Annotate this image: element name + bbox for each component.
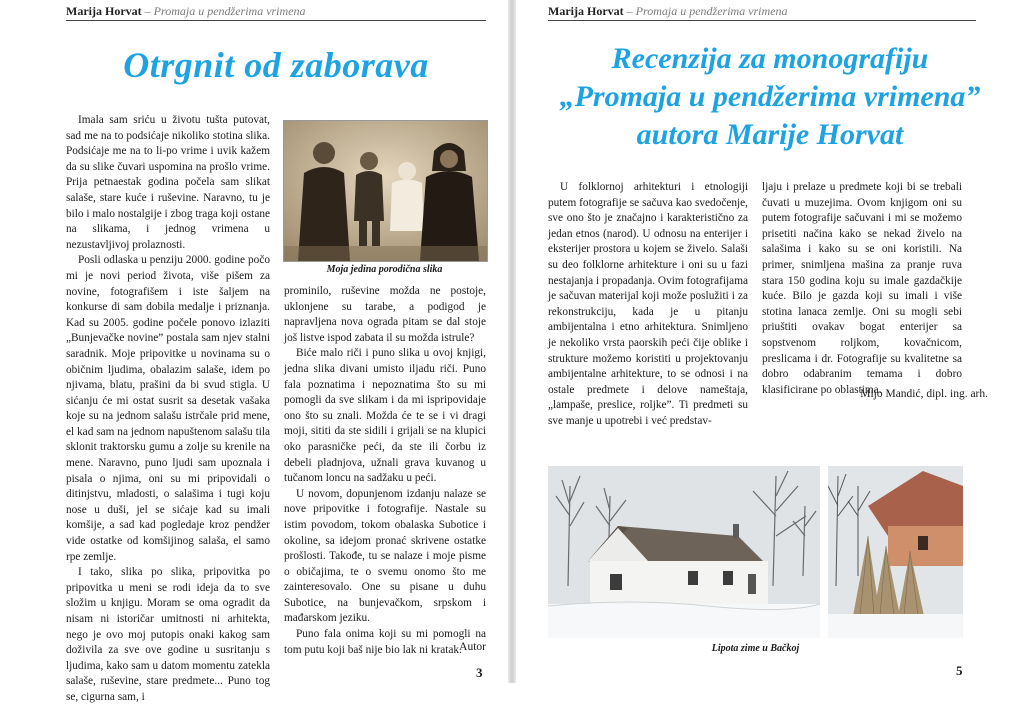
paragraph: Puno fala onima koji su mi pomogli na tom putu koji baš nije bio lak ni kratak. xyxy=(284,628,486,656)
paragraph: Posli odlaska u penziju 2000. godine počo mi je novi period života, više pišem za novine, fotografišem i iste šaljem na konkurse di sam dobila medalje i priznanja. Kad su 2005. godine počele ponovo izlaziti „Bunjevačke novine” postala sam njev stalni saradnik. Moje pripovitke u novinama su o običnim ljudima, obalazim salaše, idem po njivama, blatu, prašini da bi svud stigla. U sićanju će mi ostat susrit sa desetak vašaka koje su na jednom salašu istrčale prid mene, el kad sam na jednom napuštenom salašu tila sklonit traktorsku gumu a zolje su krenile na mene. Naravno, puno ljudi sam upoznala i pisala o njima, oni su mi pripovidali o ditinjstvu, mladosti, o salašima i tugi koju nose u duši, jel se sićaje kad su imali komšije, a sad kad pogledaje kroz pendžer vide ostatke od komšijinog salaša, el samo rpe zemlje. xyxy=(66,254,270,563)
running-head-author: Marija Horvat xyxy=(66,4,142,18)
running-head-right xyxy=(548,4,976,21)
title-line: autora Marije Horvat xyxy=(636,118,904,151)
paragraph: U folklornoj arhitekturi i etnologiji putem fotografije se sačuva kao svedočenje, sve ono što je značajno i karakteristično za jedan etnos (narod). U odnosu na enterijer i eksterijer prostora u kojem se živelo. Salaši su deo folklorne arhitekture i oni su u fazi nestajanja i propadanja. Ovim fotografijama je sačuvan materijal koji može poslužiti i za rekonstrukciju, kada je u pitanju ambijentalna i etno arhitektura. Snimljeno je nekoliko vrsta paorskih peći čije oblike i strukture možemo koristiti u projektovanju ambijentalne arhitekture, to se odnosi i na ostale predmete i delove nameštaja, „lampaše, preslice, roljke”. Ti predmeti su sve manje u upotrebi i već predstav- xyxy=(548,181,748,427)
page-title-left: Otrgnit od zaborava xyxy=(123,45,429,85)
right-column-2 xyxy=(762,180,962,398)
page-number-left: 3 xyxy=(476,665,483,680)
paragraph: prominilo, ruševine možda ne postoje, uklonjene su tarabe, a podigod je napravljena nova ograda pitam se dal stoje još listve ispod zabata il su možda istrule? xyxy=(284,285,486,344)
running-head-book: Promaja u pendžerima vrimena xyxy=(153,4,306,18)
title-line: Recenzija za monografiju xyxy=(611,42,929,75)
running-head-left xyxy=(66,4,486,21)
photo-caption-right: Lipota zime u Bačkoj xyxy=(711,643,800,654)
family-photo-image xyxy=(283,120,488,262)
left-column-1 xyxy=(66,113,270,706)
left-page xyxy=(0,0,508,703)
page-title-right xyxy=(556,40,984,154)
winter-house-image xyxy=(548,466,820,638)
running-head-book: Promaja u pendžerima vrimena xyxy=(635,4,788,18)
running-head-separator: – xyxy=(141,4,154,18)
photo-caption-left: Moja jedina porodična slika xyxy=(326,264,443,275)
paragraph: ljaju i prelaze u predmete koji bi se trebali čuvati u muzejima. Ovom knjigom oni su putem fotografije sačuvani i mi se možemo prisetiti načina kako se nekad živelo na salašima i kako su se oni koristili. Na primer, snimljena mašina za pranje ruva stara 150 godina koju su imale gazdačkije kuće. Bilo je gazda koji su imali i više stotina lanaca zemlje. Oni su mogli sebi priuštiti ovakav bogat enterijer sa sopstvenom roljkom, kovačnicom, preslicama i dr. Fotografije su kvalitetne sa dobro odabranim temama i dobro klasificirane po oblastima. xyxy=(762,181,962,396)
right-page xyxy=(516,0,1024,683)
signature-right: Mijo Mandić, dipl. ing. arh. xyxy=(860,388,988,400)
running-head-separator: – xyxy=(623,4,636,18)
page-number-right: 5 xyxy=(956,663,963,678)
right-column-1 xyxy=(548,180,748,430)
running-head-author: Marija Horvat xyxy=(548,4,624,18)
winter-barn-image xyxy=(828,466,963,638)
paragraph: U novom, dopunjenom izdanju nalaze se nove pripovitke i fotografije. Nastale su istim povodom, tokom obalaska Subotice i okoline, sa idejom pronać skrivene ostatke prošlosti. Takođe, tu se nalaze i moje pisme o običajima, te o svemu onomo što me zainteresovalo. One su pisane u duhu Subotice, na bunjevačkom, srpskom i mađarskom jeziku. xyxy=(284,487,486,625)
title-line: „Promaja u pendžerima vrimena” xyxy=(559,80,981,113)
paragraph: Imala sam sriću u životu tušta putovat, sad me na to podsićaje nikoliko stotina slika. Podsićaje me na to li-po vrime i uvik kažem da su slike čuvari uspomina na prošlo vrime. Prija petnaestak godina počela sam slikat salaše, stare kuće i ruševine. Naravno, tu je bilo i malo nostalgije i zbog traga koji ostane na slikama, i jednog vrimena u nezustavljivoj prolaznosti. xyxy=(66,114,270,251)
signature-left: Autor xyxy=(459,641,486,653)
left-column-2 xyxy=(284,284,486,658)
paragraph: Biće malo riči i puno slika u ovoj knjigi, jedna slika divani umisto iljadu riči. Puno fala poznatima i nepoznatima što su mi pomogli da sve slikam i da mi ispripovidaje ono što su znali. Možda će te se i vi dragi moji, sititi da ste sidili i grijali se na klupici oko parasničke peći, da ste ili čorbu iz debeli pladnjova, užnali grava kuvanog u tučanom loncu na sadžaku u peći. xyxy=(284,347,486,485)
book-gutter xyxy=(508,0,516,683)
paragraph: I tako, slika po slika, pripovitka po pripovitka u meni se rodi ideja da to sve složim u knjigu. Moram se oma ogradit da nisam ni istoričar umitnosti ni arhitekta, nego je ovo moj putopis onaki kakog sam doživila za sve ove godine u susritanju s ljudima, kako sam u datom momentu zatekla salaše, ruševine, stare predmete... Puno tog se, cigurna sam, i xyxy=(66,566,270,703)
